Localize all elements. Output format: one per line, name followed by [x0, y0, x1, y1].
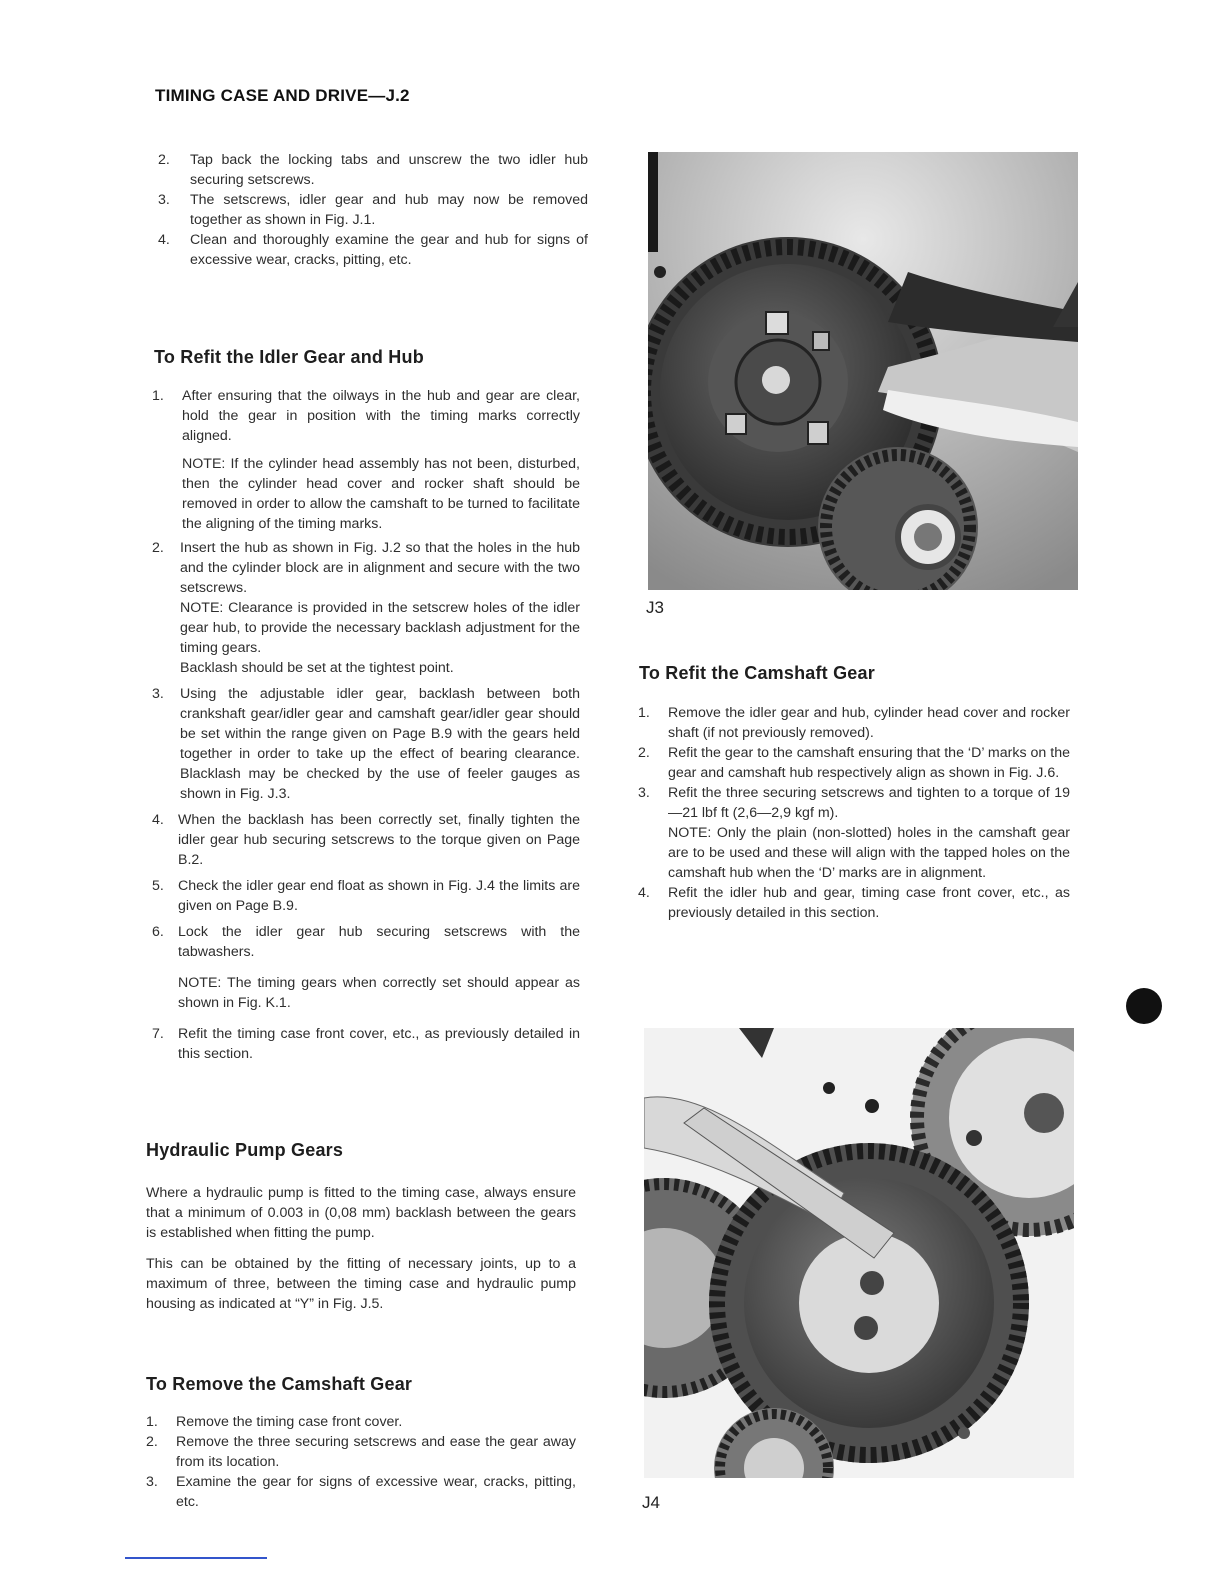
- step-text: Insert the hub as shown in Fig. J.2 so that the holes in the hub and the cylinder block are in alignment and secure with the two setscrews.: [180, 540, 580, 596]
- list-item: [152, 876, 580, 916]
- step-text: Lock the idler gear hub securing setscrews with the tabwashers.: [178, 924, 580, 960]
- gear-photo-graphic: [644, 1028, 1074, 1478]
- note: NOTE: If the cylinder head assembly has not been, disturbed, then the cylinder head cover and rocker shaft should be removed in order to allow the camshaft to be turned to facilitate the aligning of the timing marks.: [182, 456, 580, 532]
- step-number: 1.: [146, 1414, 158, 1430]
- section-heading-remove-camshaft: To Remove the Camshaft Gear: [146, 1374, 413, 1394]
- list-item: [152, 922, 580, 962]
- list-item: [152, 684, 580, 804]
- figure-j4-label: J4: [642, 1493, 660, 1512]
- list-item: [638, 883, 1070, 923]
- step-text: After ensuring that the oilways in the hub and gear are clear, hold the gear in position with the timing marks correctly aligned.: [182, 388, 580, 444]
- note: NOTE: The timing gears when correctly set should appear as shown in Fig. K.1.: [178, 975, 580, 1011]
- step-text: Tap back the locking tabs and unscrew the two idler hub securing setscrews.: [190, 152, 588, 188]
- list-item: [152, 538, 580, 678]
- step-text: Remove the three securing setscrews and ease the gear away from its location.: [176, 1434, 576, 1470]
- list-item: [158, 230, 588, 270]
- step-number: 2.: [638, 745, 650, 761]
- step-extra: Backlash should be set at the tightest point.: [180, 660, 454, 676]
- step-number: 2.: [158, 152, 170, 168]
- list-item: [638, 783, 1070, 883]
- page-title: TIMING CASE AND DRIVE—J.2: [155, 86, 410, 105]
- step-number: 3.: [152, 686, 164, 702]
- step-number: 2.: [152, 540, 164, 556]
- list-item: [158, 150, 588, 190]
- step-number: 3.: [158, 192, 170, 208]
- section-heading-hydraulic: Hydraulic Pump Gears: [146, 1140, 344, 1160]
- step-text: Refit the gear to the camshaft ensuring that the ‘D’ marks on the gear and camshaft hub respectively align as shown in Fig. J.6.: [668, 745, 1070, 781]
- step-text: Check the idler gear end float as shown in Fig. J.4 the limits are given on Page B.9.: [178, 878, 580, 914]
- list-item: [146, 1412, 576, 1432]
- list-item: [638, 743, 1070, 783]
- margin-dot: [1126, 988, 1162, 1024]
- list-item: [146, 1432, 576, 1472]
- hydraulic-text: [146, 1183, 576, 1314]
- step-text: Refit the idler hub and gear, timing case front cover, etc., as previously detailed in this section.: [668, 885, 1070, 921]
- remove-camshaft-steps: [146, 1412, 576, 1512]
- section-heading-refit-idler: To Refit the Idler Gear and Hub: [154, 347, 424, 367]
- step-number: 5.: [152, 878, 164, 894]
- step-number: 1.: [638, 705, 650, 721]
- step-text: Refit the timing case front cover, etc., as previously detailed in this section.: [178, 1026, 580, 1062]
- step-number: 6.: [152, 924, 164, 940]
- list-item: [638, 703, 1070, 743]
- figure-j3-photo: [648, 152, 1078, 590]
- step-note: NOTE: Only the plain (non-slotted) holes in the camshaft gear are to be used and these will align with the tapped holes on the camshaft hub when the ‘D’ marks are in alignment.: [668, 825, 1070, 881]
- step-number: 3.: [638, 785, 650, 801]
- paragraph: Where a hydraulic pump is fitted to the timing case, always ensure that a minimum of 0.003 in (0,08 mm) backlash between the gears is established when fitting the pump.: [146, 1185, 576, 1241]
- list-item: [146, 1472, 576, 1512]
- step-number: 3.: [146, 1474, 158, 1490]
- intro-steps: [158, 150, 588, 270]
- step-text: Examine the gear for signs of excessive wear, cracks, pitting, etc.: [176, 1474, 576, 1510]
- step-number: 2.: [146, 1434, 158, 1450]
- step-text: Remove the idler gear and hub, cylinder head cover and rocker shaft (if not previously removed).: [668, 705, 1070, 741]
- refit-idler-steps: [152, 386, 580, 1064]
- list-item: [152, 386, 580, 446]
- section-heading-refit-camshaft: To Refit the Camshaft Gear: [639, 663, 875, 683]
- step-number: 4.: [152, 812, 164, 828]
- refit-camshaft-steps: [638, 703, 1070, 923]
- paragraph: This can be obtained by the fitting of necessary joints, up to a maximum of three, between the timing case and hydraulic pump housing as indicated at “Y” in Fig. J.5.: [146, 1256, 576, 1312]
- list-item: [152, 1024, 580, 1064]
- list-item: [158, 190, 588, 230]
- step-body: [668, 783, 1070, 883]
- step-number: 4.: [638, 885, 650, 901]
- figure-j3-label: J3: [646, 598, 664, 617]
- step-body: [180, 538, 580, 678]
- step-text: Clean and thoroughly examine the gear and hub for signs of excessive wear, cracks, pitting, etc.: [190, 232, 588, 268]
- step-text: When the backlash has been correctly set, finally tighten the idler gear hub securing setscrews to the torque given on Page B.2.: [178, 812, 580, 868]
- step-text: Refit the three securing setscrews and tighten to a torque of 19—21 lbf ft (2,6—2,9 kgf m).: [668, 785, 1070, 821]
- step-number: 4.: [158, 232, 170, 248]
- footer-rule: [125, 1557, 267, 1559]
- step-number: 1.: [152, 388, 164, 404]
- gear-photo-graphic: [648, 152, 1078, 590]
- step-text: Using the adjustable idler gear, backlash between both crankshaft gear/idler gear and camshaft gear/idler gear should be set within the range given on Page B.9 with the gears held together in order to take up the effect of bearing clearance. Blacklash may be checked by the use of feeler gauges as shown in Fig. J.3.: [180, 686, 580, 802]
- step-note: NOTE: Clearance is provided in the setscrew holes of the idler gear hub, to provide the necessary backlash adjustment for the timing gears.: [180, 600, 580, 656]
- step-text: The setscrews, idler gear and hub may now be removed together as shown in Fig. J.1.: [190, 192, 588, 228]
- list-item: [152, 810, 580, 870]
- step-number: 7.: [152, 1026, 164, 1042]
- figure-j4-photo: [644, 1028, 1074, 1478]
- step-text: Remove the timing case front cover.: [176, 1414, 403, 1430]
